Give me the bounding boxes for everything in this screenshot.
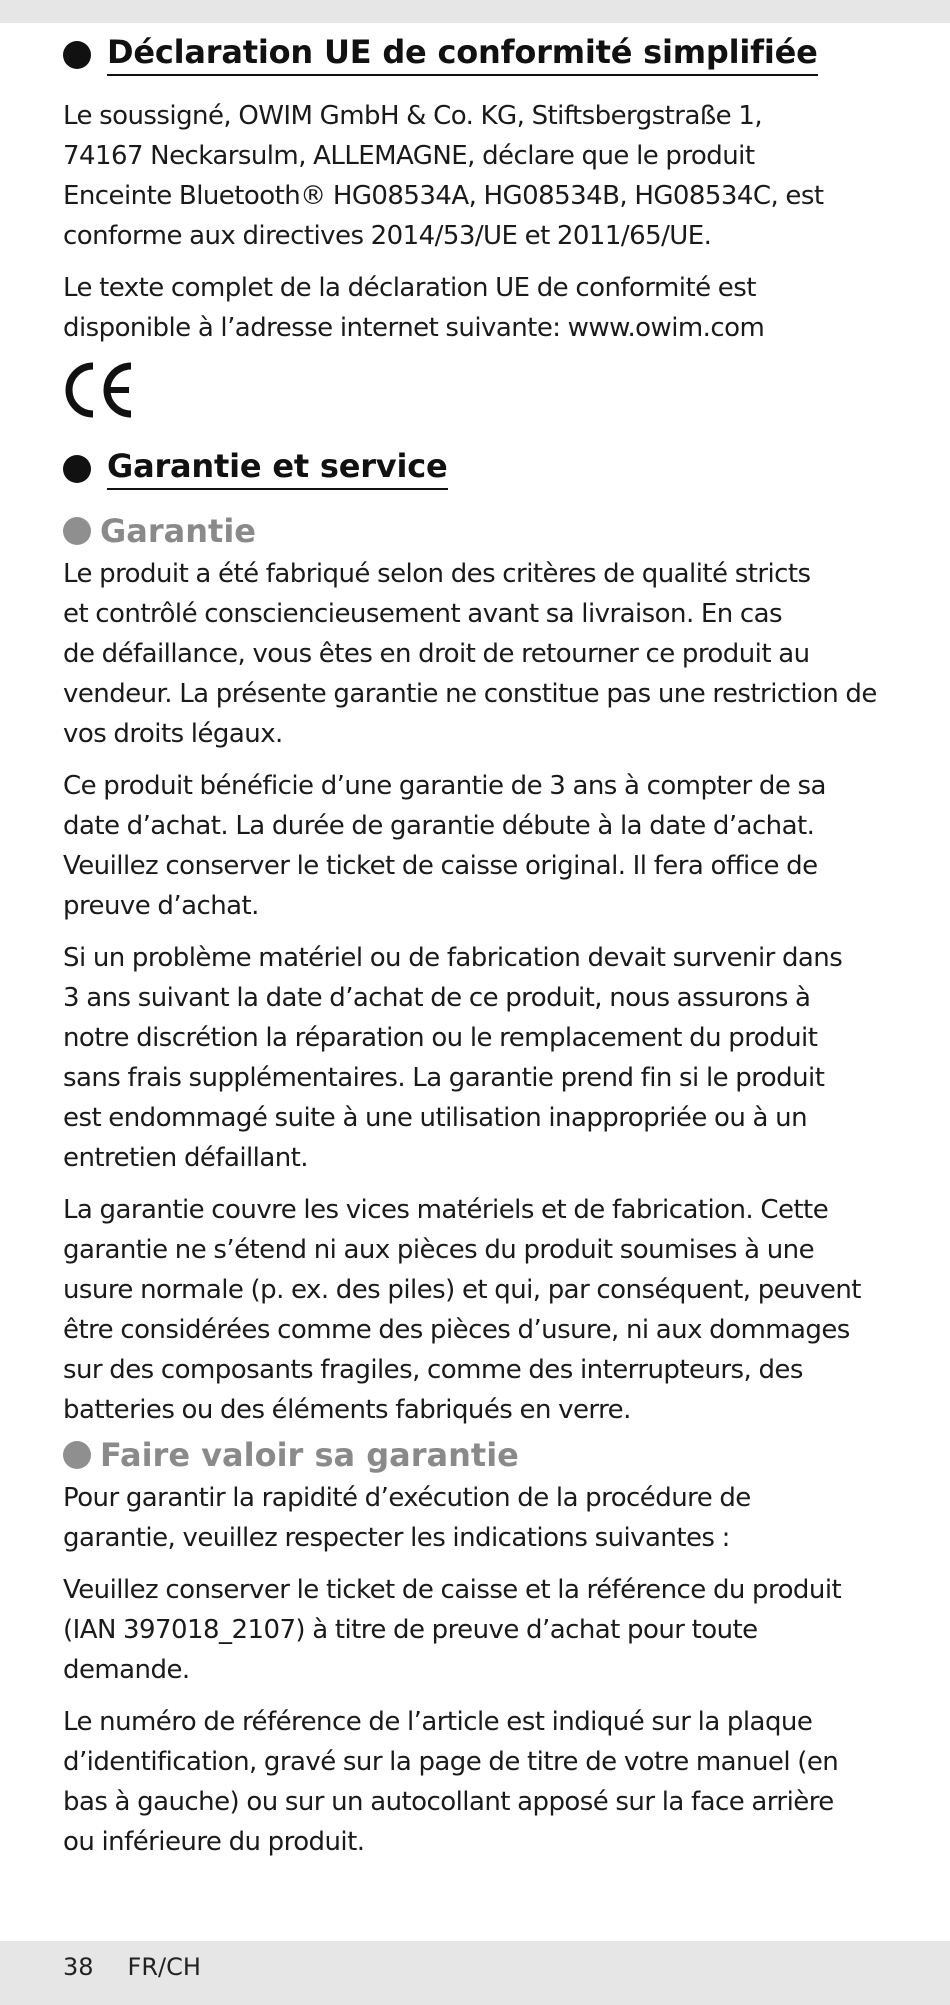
text-line: sans frais supplémentaires. La garantie prend fin si le produit bbox=[63, 1062, 825, 1093]
text-line: est endommagé suite à une utilisation inappropriée ou à un bbox=[63, 1102, 807, 1133]
text-line: entretien défaillant. bbox=[63, 1142, 309, 1173]
text-line: Le texte complet de la déclaration UE de conformité est bbox=[63, 272, 756, 303]
bullet-icon bbox=[63, 41, 91, 69]
text-line: usure normale (p. ex. des piles) et qui, par conséquent, peuvent bbox=[63, 1274, 861, 1305]
warranty-paragraph-2 bbox=[63, 766, 895, 926]
heading-declaration bbox=[63, 34, 895, 76]
text-line: (IAN 397018_2107) à titre de preuve d’achat pour toute bbox=[63, 1615, 758, 1646]
text-line: ou inférieure du produit. bbox=[63, 1827, 365, 1858]
warranty-paragraph-4 bbox=[63, 1190, 895, 1430]
text-line: d’identification, gravé sur la page de titre de votre manuel (en bbox=[63, 1747, 839, 1778]
text-line: Ce produit bénéficie d’une garantie de 3 ans à compter de sa bbox=[63, 770, 826, 801]
text-line: garantie ne s’étend ni aux pièces du produit soumises à une bbox=[63, 1234, 815, 1265]
top-band bbox=[0, 0, 950, 23]
claim-paragraph-2 bbox=[63, 1570, 895, 1690]
text-line: 3 ans suivant la date d’achat de ce produit, nous assurons à bbox=[63, 982, 811, 1013]
bullet-icon bbox=[63, 517, 91, 545]
text-line: disponible à l’adresse internet suivante: www.owim.com bbox=[63, 312, 765, 343]
warranty-paragraph-1 bbox=[63, 554, 895, 754]
text-line: Si un problème matériel ou de fabrication devait survenir dans bbox=[63, 942, 843, 973]
text-line: Le soussigné, OWIM GmbH & Co. KG, Stiftsbergstraße 1, bbox=[63, 100, 763, 131]
heading-warranty-service bbox=[63, 448, 895, 490]
ce-mark-icon bbox=[63, 354, 895, 426]
text-line: La garantie couvre les vices matériels et de fabrication. Cette bbox=[63, 1194, 829, 1225]
text-line: Enceinte Bluetooth® HG08534A, HG08534B, HG08534C, est bbox=[63, 180, 824, 211]
text-line: preuve d’achat. bbox=[63, 890, 259, 921]
heading-declaration-text: Déclaration UE de conformité simplifiée bbox=[107, 34, 818, 76]
text-line: être considérées comme des pièces d’usure, ni aux dommages bbox=[63, 1314, 850, 1345]
text-line: sur des composants fragiles, comme des interrupteurs, des bbox=[63, 1354, 803, 1385]
text-line: bas à gauche) ou sur un autocollant apposé sur la face arrière bbox=[63, 1787, 834, 1818]
declaration-paragraph-2 bbox=[63, 268, 895, 348]
claim-paragraph-1 bbox=[63, 1478, 895, 1558]
page-footer bbox=[63, 1953, 201, 1981]
text-line: notre discrétion la réparation ou le remplacement du produit bbox=[63, 1022, 818, 1053]
bullet-icon bbox=[63, 455, 91, 483]
declaration-paragraph-1 bbox=[63, 96, 895, 256]
heading-warranty-service-text: Garantie et service bbox=[107, 448, 448, 490]
text-line: Veuillez conserver le ticket de caisse original. Il fera office de bbox=[63, 850, 818, 881]
text-line: Veuillez conserver le ticket de caisse et la référence du produit bbox=[63, 1575, 842, 1606]
language-code: FR/CH bbox=[127, 1953, 201, 1981]
subheading-claim-text: Faire valoir sa garantie bbox=[100, 1435, 519, 1474]
warranty-paragraph-3 bbox=[63, 938, 895, 1178]
text-line: Le numéro de référence de l’article est indiqué sur la plaque bbox=[63, 1707, 813, 1738]
text-line: date d’achat. La durée de garantie débute à la date d’achat. bbox=[63, 810, 815, 841]
text-line: vendeur. La présente garantie ne constitue pas une restriction de bbox=[63, 678, 877, 709]
text-line: garantie, veuillez respecter les indications suivantes : bbox=[63, 1523, 730, 1554]
text-line: vos droits légaux. bbox=[63, 718, 283, 749]
text-line: de défaillance, vous êtes en droit de retourner ce produit au bbox=[63, 638, 810, 669]
subheading-warranty bbox=[63, 512, 895, 550]
page-number: 38 bbox=[63, 1953, 94, 1981]
claim-paragraph-3 bbox=[63, 1702, 895, 1862]
text-line: demande. bbox=[63, 1655, 190, 1686]
text-line: et contrôlé consciencieusement avant sa livraison. En cas bbox=[63, 598, 783, 629]
text-line: Pour garantir la rapidité d’exécution de la procédure de bbox=[63, 1483, 751, 1514]
page-content bbox=[63, 34, 895, 1874]
text-line: conforme aux directives 2014/53/UE et 2011/65/UE. bbox=[63, 220, 712, 251]
subheading-warranty-text: Garantie bbox=[100, 511, 256, 550]
bullet-icon bbox=[63, 1441, 91, 1469]
subheading-claim bbox=[63, 1436, 895, 1474]
text-line: batteries ou des éléments fabriqués en verre. bbox=[63, 1394, 631, 1425]
text-line: Le produit a été fabriqué selon des critères de qualité stricts bbox=[63, 558, 811, 589]
text-line: 74167 Neckarsulm, ALLEMAGNE, déclare que le produit bbox=[63, 140, 755, 171]
